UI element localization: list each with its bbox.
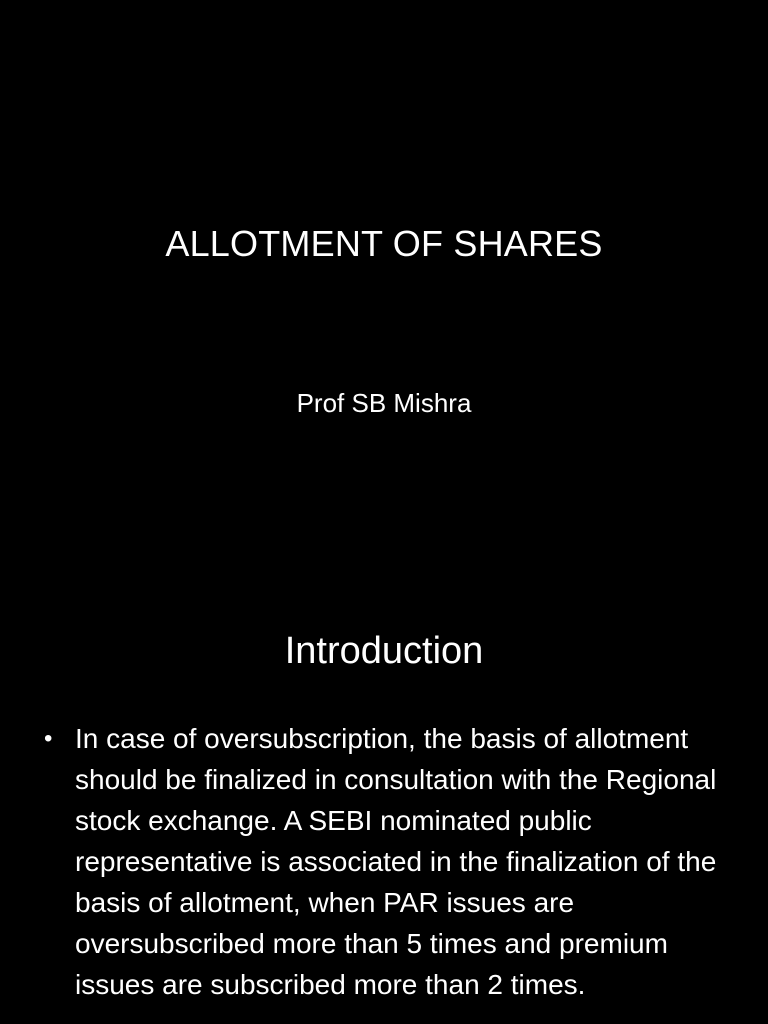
bullet-item xyxy=(0,718,768,1005)
slide-introduction-heading: Introduction xyxy=(284,630,484,672)
bullet-list xyxy=(0,718,768,1005)
slide-author: Prof SB Mishra xyxy=(296,388,472,418)
bullet-icon: • xyxy=(44,725,53,752)
slide-introduction xyxy=(0,576,768,1024)
slide-title-heading: ALLOTMENT OF SHARES xyxy=(165,223,603,264)
bullet-text: In case of oversubscription, the basis of allotment should be finalized in consultation with the Regional stock exchange. A SEBI nominated public representative is associated in the finalization of the basis of allotment, when PAR issues are oversubscribed more than 5 times and premium issues are subscribed more than 2 times. xyxy=(75,723,717,1000)
